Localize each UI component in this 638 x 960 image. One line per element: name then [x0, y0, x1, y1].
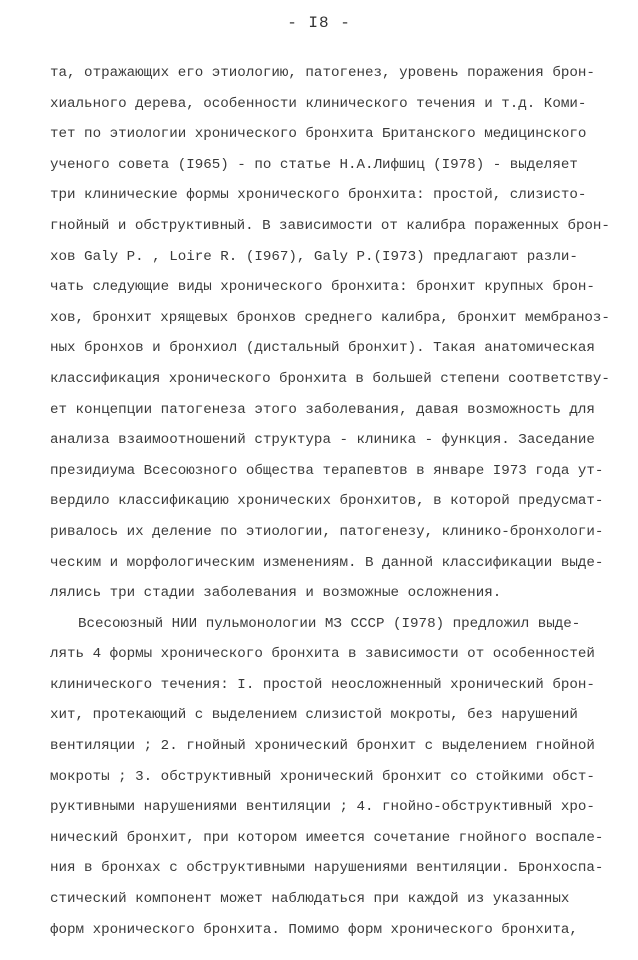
text-line: президиума Всесоюзного общества терапевтов в январе I973 года ут- — [50, 462, 604, 479]
text-line: ния в бронхах с обструктивными нарушениями вентиляции. Бронхоспа- — [50, 860, 604, 877]
text-line: вердило классификацию хронических бронхитов, в которой предусмат- — [50, 493, 604, 510]
text-line: стический компонент может наблюдаться при каждой из указанных — [50, 891, 570, 908]
text-line: хов Galy P. , Loire R. (I967), Galy P.(I973) предлагают разли- — [50, 248, 578, 265]
text-line: ет концепции патогенеза этого заболевания, давая возможность для — [50, 401, 595, 418]
paragraph — [50, 609, 610, 946]
page-number: - I8 - — [287, 14, 351, 32]
text-line: вентиляции ; 2. гнойный хронический бронхит с выделением гнойной — [50, 738, 595, 755]
text-line: ривалось их деление по этиологии, патогенезу, клинико-бронхологи- — [50, 523, 604, 540]
body-text — [50, 58, 610, 945]
text-line: та, отражающих его этиологию, патогенез, уровень поражения брон- — [50, 65, 595, 81]
text-line: три клинические формы хронического бронхита: простой, слизисто- — [50, 187, 587, 204]
text-line: Всесоюзный НИИ пульмонологии МЗ СССР (I978) предложил выде- — [78, 615, 581, 632]
text-line: руктивными нарушениями вентиляции ; 4. гнойно-обструктивный хро- — [50, 799, 595, 816]
text-line: классификация хронического бронхита в большей степени соответству- — [50, 370, 610, 387]
paragraph — [50, 58, 610, 609]
text-line: ческим и морфологическим изменениям. В данной классификации выде- — [50, 554, 604, 571]
text-line: нический бронхит, при котором имеется сочетание гнойного воспале- — [50, 829, 604, 846]
text-line: хит, протекающий с выделением слизистой мокроты, без нарушений — [50, 707, 578, 724]
text-line: хиального дерева, особенности клинического течения и т.д. Коми- — [50, 95, 587, 112]
text-line: лять 4 формы хронического бронхита в зависимости от особенностей — [50, 646, 595, 663]
text-line: клинического течения: I. простой неосложненный хронический брон- — [50, 676, 595, 693]
text-line: гнойный и обструктивный. В зависимости от калибра пораженных брон- — [50, 217, 610, 234]
text-line: ных бронхов и бронхиол (дистальный бронхит). Такая анатомическая — [50, 340, 595, 357]
text-line: чать следующие виды хронического бронхита: бронхит крупных брон- — [50, 279, 595, 296]
text-line: тет по этиологии хронического бронхита Британского медицинского — [50, 126, 587, 143]
text-line: форм хронического бронхита. Помимо форм хронического бронхита, — [50, 921, 578, 938]
text-line: анализа взаимоотношений структура - клиника - функция. Заседание — [50, 432, 595, 449]
text-line: ученого совета (I965) - по статье Н.А.Лифшиц (I978) - выделяет — [50, 156, 578, 173]
text-line: хов, бронхит хрящевых бронхов среднего калибра, бронхит мембраноз- — [50, 309, 610, 326]
text-line: лялись три стадии заболевания и возможные осложнения. — [50, 585, 502, 602]
text-line: мокроты ; 3. обструктивный хронический бронхит со стойкими обст- — [50, 768, 595, 785]
